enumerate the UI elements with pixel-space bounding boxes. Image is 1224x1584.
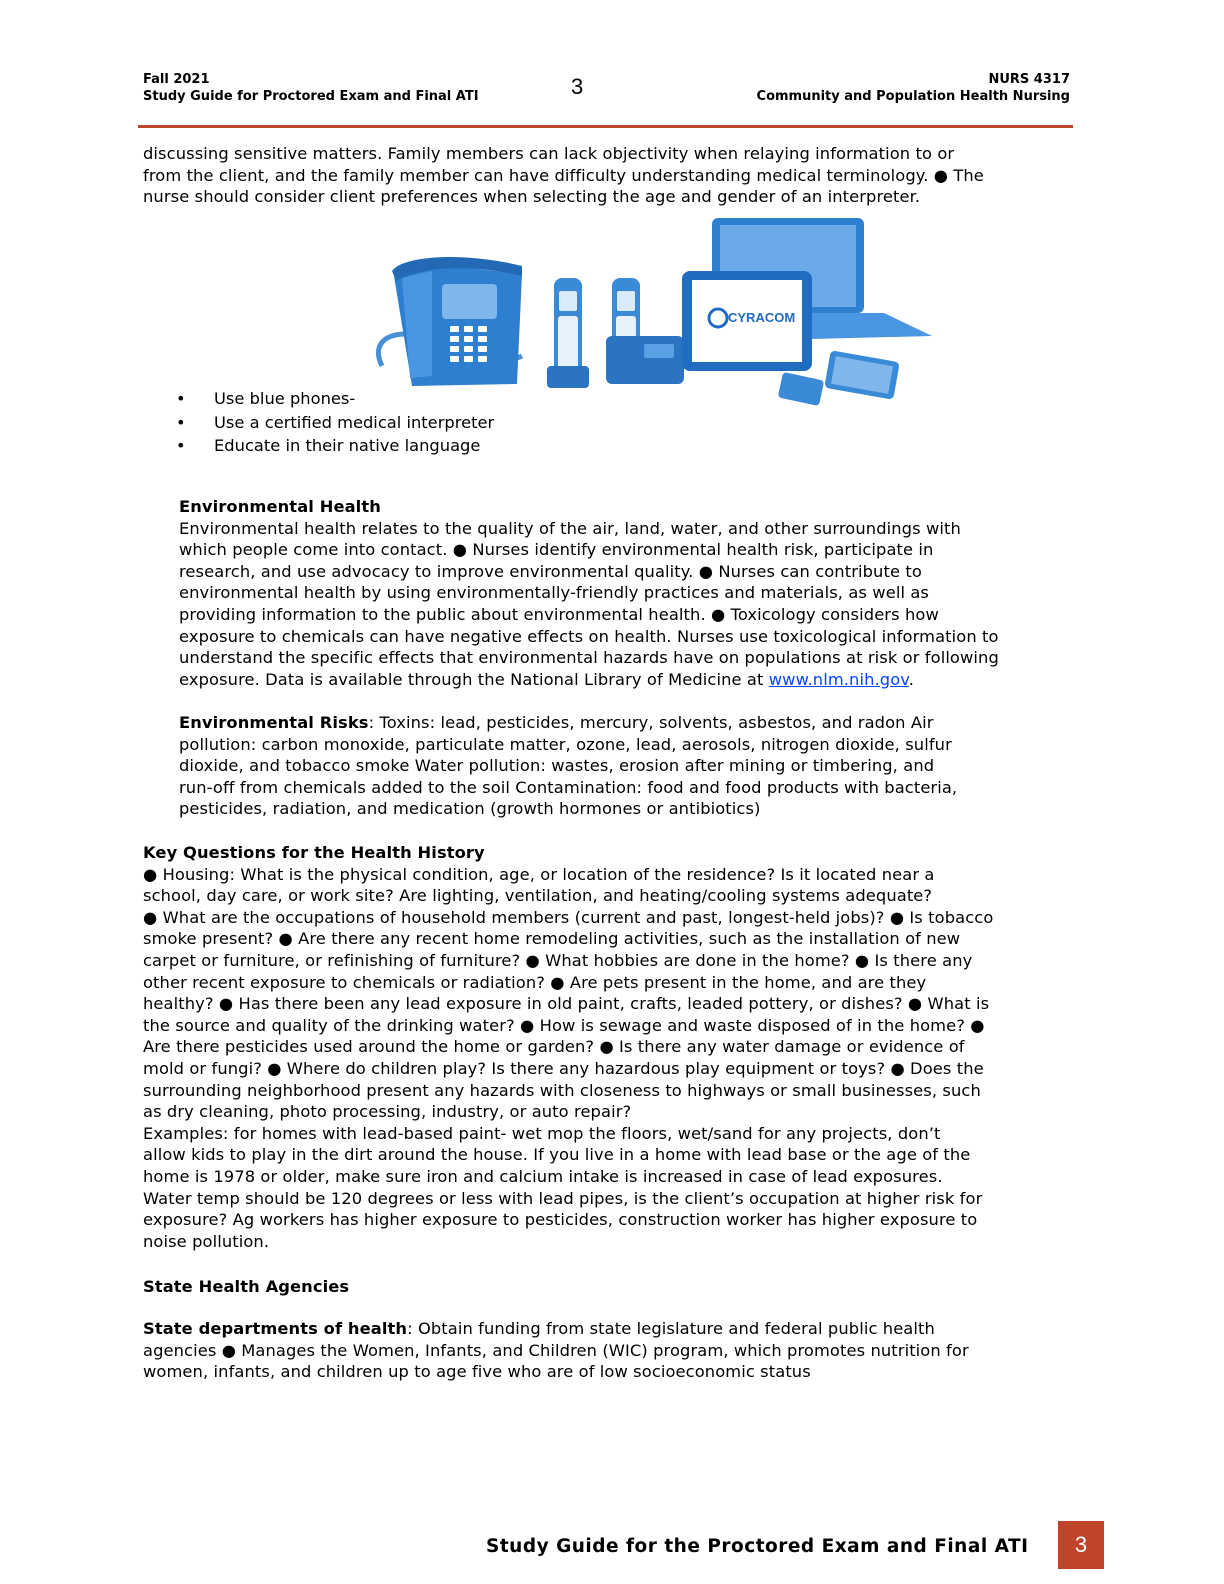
text-line: allow kids to play in the dirt around the house. If you live in a home with lead base or the age of the <box>143 1145 971 1165</box>
text-line <box>179 669 999 691</box>
text-line: home is 1978 or older, make sure iron and calcium intake is increased in case of lead exposures. <box>143 1166 943 1186</box>
cordless-base-icon <box>606 278 684 384</box>
cordless-handset-icon <box>547 278 589 388</box>
text-line: carpet or furniture, or refinishing of furniture? ● What hobbies are done in the home? ● Is there any <box>143 950 973 970</box>
text-line: mold or fungi? ● Where do children play? Is there any hazardous play equipment or toys? ● Does the <box>143 1058 984 1078</box>
text-line: women, infants, and children up to age five who are of low socioeconomic status <box>143 1362 811 1382</box>
text-fragment: exposure. Data is available through the National Library of Medicine at <box>179 669 769 689</box>
text-line: other recent exposure to chemicals or radiation? ● Are pets present in the home, and are they <box>143 972 927 992</box>
text-line: ● What are the occupations of household members (current and past, longest-held jobs)? ● Is tobacco <box>143 907 994 927</box>
text-line <box>179 712 957 734</box>
text-line: research, and use advocacy to improve environmental quality. ● Nurses can contribute to <box>179 561 922 581</box>
state-departments-section <box>143 1318 969 1383</box>
text-fragment: : Obtain funding from state legislature and federal public health <box>407 1319 935 1338</box>
state-agencies-heading: State Health Agencies <box>143 1277 350 1296</box>
header-page-number: 3 <box>571 74 584 99</box>
risks-label: Environmental Risks <box>179 713 369 732</box>
intro-paragraph <box>143 143 984 208</box>
text-fragment: : Toxins: lead, pesticides, mercury, solvents, asbestos, and radon Air <box>368 713 934 732</box>
text-line: which people come into contact. ● Nurses identify environmental health risk, participate in <box>179 540 934 560</box>
header-rule <box>138 125 1073 128</box>
text-line: nurse should consider client preferences when selecting the age and gender of an interpreter. <box>143 187 921 207</box>
text-line: Environmental health relates to the quality of the air, land, water, and other surroundings with <box>179 518 961 538</box>
section-heading: Environmental Health <box>179 497 381 516</box>
text-line: Examples: for homes with lead-based paint- wet mop the floors, wet/sand for any projects, don’t <box>143 1123 941 1143</box>
text-line: understand the specific effects that environmental hazards have on populations at risk or following <box>179 648 999 668</box>
text-line: discussing sensitive matters. Family members can lack objectivity when relaying information to or <box>143 144 955 163</box>
environmental-health-section <box>179 496 999 690</box>
footer-page-number: 3 <box>1058 1521 1104 1569</box>
interpreter-devices-image <box>372 216 934 406</box>
header-term: Fall 2021 <box>143 72 210 87</box>
nlm-link[interactable]: www.nlm.nih.gov <box>768 669 909 689</box>
text-line: pollution: carbon monoxide, particulate matter, ozone, lead, aerosols, nitrogen dioxide, sulfur <box>179 734 952 754</box>
text-line: providing information to the public about environmental health. ● Toxicology considers how <box>179 604 939 624</box>
text-line: Are there pesticides used around the home or garden? ● Is there any water damage or evidence of <box>143 1037 965 1057</box>
header-course-title: Community and Population Health Nursing <box>756 89 1070 104</box>
text-line: exposure to chemicals can have negative effects on health. Nurses use toxicological information to <box>179 626 999 646</box>
tablet-icon <box>682 271 812 371</box>
text-line: noise pollution. <box>143 1231 270 1251</box>
header-left <box>143 71 479 105</box>
header-right <box>757 71 1070 105</box>
text-line: as dry cleaning, photo processing, industry, or auto repair? <box>143 1102 632 1122</box>
section-heading: Key Questions for the Health History <box>143 843 485 862</box>
text-line: agencies ● Manages the Women, Infants, and Children (WIC) program, which promotes nutrition for <box>143 1340 969 1360</box>
text-line <box>143 1318 969 1340</box>
text-line: ● Housing: What is the physical condition, age, or location of the residence? Is it located near a <box>143 864 935 884</box>
mini-tablet-icon <box>824 350 900 400</box>
text-line: environmental health by using environmentally-friendly practices and materials, as well as <box>179 583 930 603</box>
text-line: pesticides, radiation, and medication (growth hormones or antibiotics) <box>179 799 761 819</box>
text-line: run-off from chemicals added to the soil Contamination: food and food products with bacteria, <box>179 777 958 797</box>
state-departments-label: State departments of health <box>143 1319 408 1338</box>
header-guide-title: Study Guide for Proctored Exam and Final ATI <box>143 89 479 104</box>
list-item: • Educate in their native language <box>176 434 494 458</box>
text-line: healthy? ● Has there been any lead exposure in old paint, crafts, leaded pottery, or dishes? ● What is <box>143 994 990 1014</box>
header-course-code: NURS 4317 <box>988 72 1070 87</box>
footer-title: Study Guide for the Proctored Exam and Final ATI <box>486 1536 1029 1557</box>
text-line: the source and quality of the drinking water? ● How is sewage and waste disposed of in the home? ● <box>143 1015 985 1035</box>
text-line: from the client, and the family member can have difficulty understanding medical terminology. ● The <box>143 165 984 185</box>
list-item: • Use a certified medical interpreter <box>176 411 494 435</box>
text-line: dioxide, and tobacco smoke Water pollution: wastes, erosion after mining or timbering, and <box>179 756 935 776</box>
brand-logo-text: CYRACOM <box>728 310 796 325</box>
list-item: • Use blue phones- <box>176 387 494 411</box>
text-line: surrounding neighborhood present any hazards with closeness to highways or small businesses, such <box>143 1080 981 1100</box>
desk-phone-icon <box>392 257 522 386</box>
text-line: Water temp should be 120 degrees or less with lead pipes, is the client’s occupation at higher risk for <box>143 1188 983 1208</box>
key-questions-section <box>143 842 993 1252</box>
text-line: exposure? Ag workers has higher exposure to pesticides, construction worker has higher exposure to <box>143 1210 978 1230</box>
interpreter-tips-list <box>176 387 494 458</box>
text-line: smoke present? ● Are there any recent home remodeling activities, such as the installation of new <box>143 929 961 949</box>
text-fragment: . <box>908 669 915 689</box>
text-line: school, day care, or work site? Are lighting, ventilation, and heating/cooling systems adequate? <box>143 886 933 906</box>
environmental-risks-section <box>179 712 957 820</box>
smartphone-icon <box>778 372 824 406</box>
